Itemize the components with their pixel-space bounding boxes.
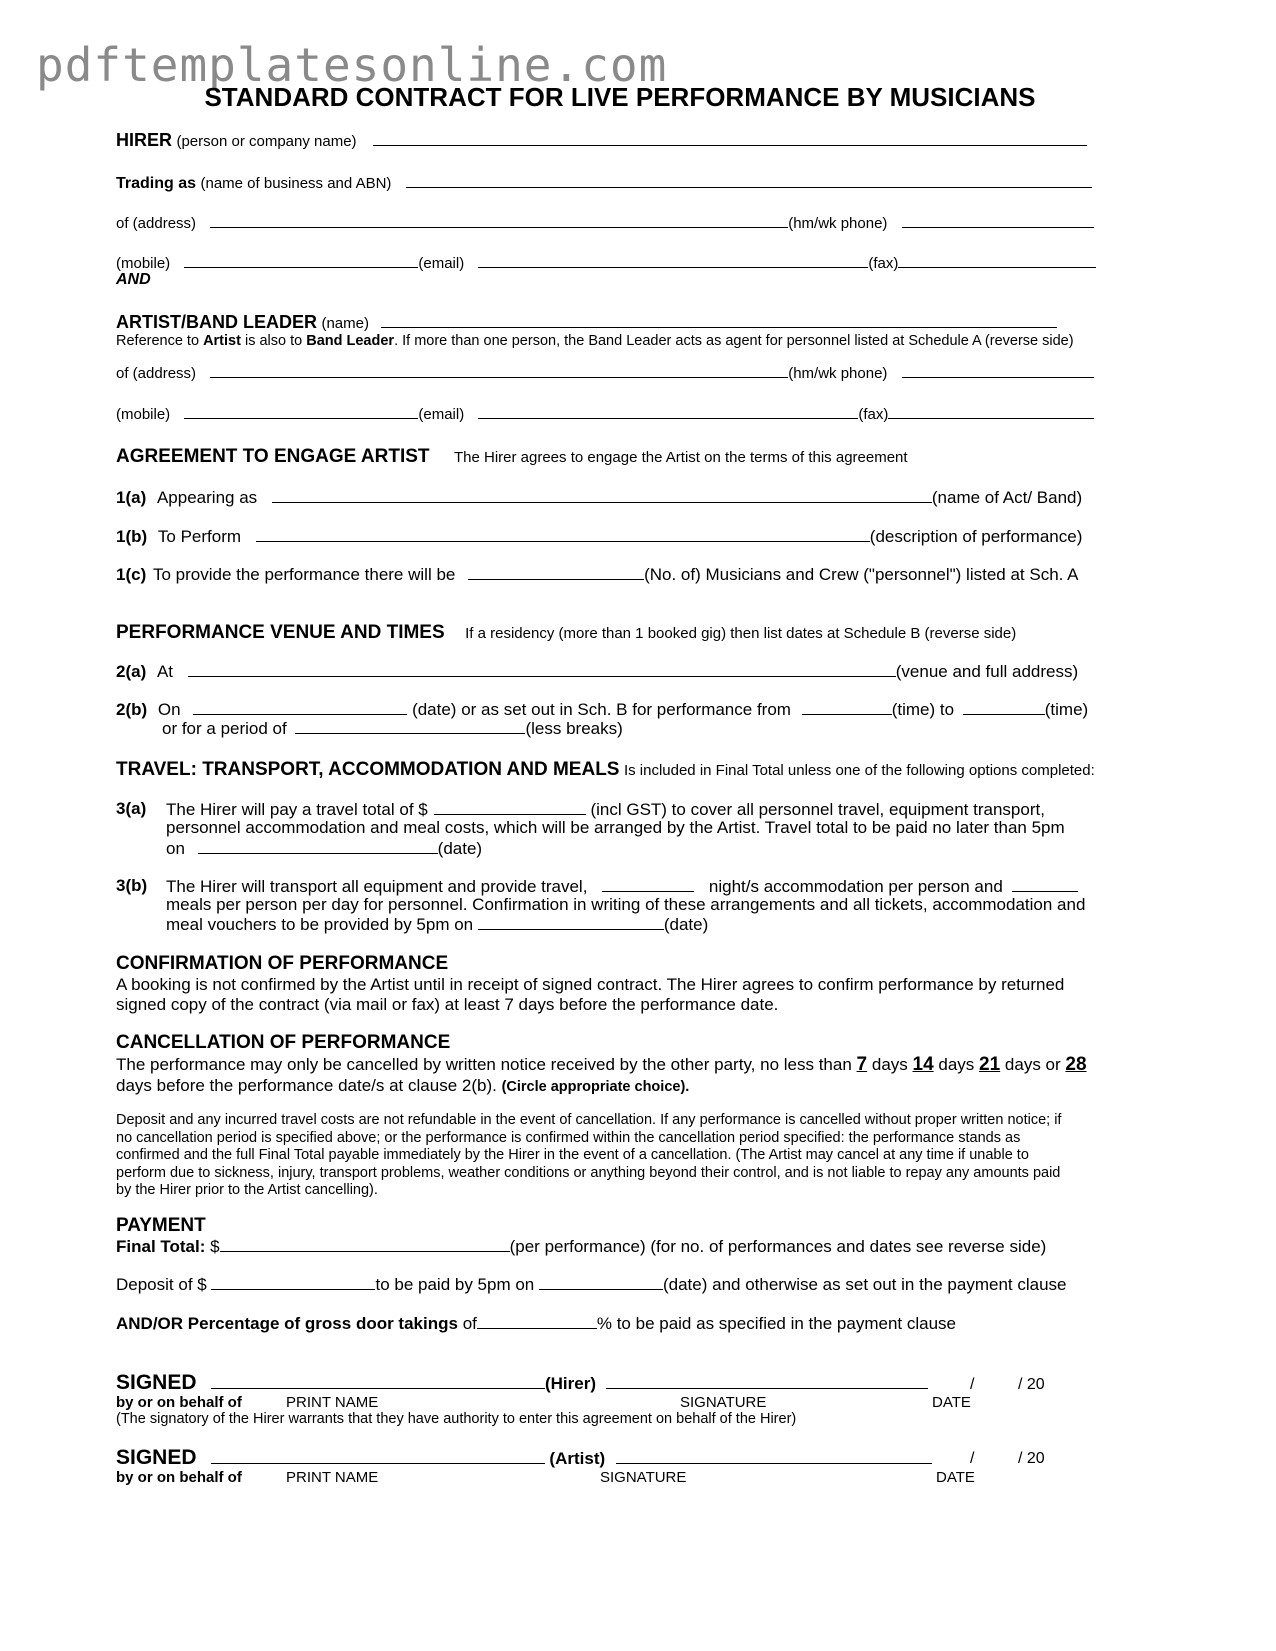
hirer-trading-row [116, 172, 1092, 193]
clause-2a-num: 2(a) [116, 662, 147, 681]
clause-3a-line3 [166, 838, 482, 859]
cancellation-heading: CANCELLATION OF PERFORMANCE [116, 1032, 451, 1053]
meals-field[interactable] [1012, 876, 1078, 892]
act-name-field[interactable] [272, 487, 932, 503]
payment-heading: PAYMENT [116, 1215, 206, 1236]
travel-note: Is included in Final Total unless one of the following options completed: [623, 762, 1095, 779]
nights-field[interactable] [602, 876, 694, 892]
venue-heading: PERFORMANCE VENUE AND TIMES [116, 622, 445, 643]
clause-1b-suffix: (description of performance) [869, 527, 1083, 546]
clause-2b-time1: (time) to [891, 700, 955, 719]
artist-label: ARTIST/BAND LEADER [116, 312, 317, 332]
venue-note: If a residency (more than 1 booked gig) then list dates at Schedule B (reverse side) [465, 625, 1017, 642]
percentage-field[interactable] [477, 1313, 597, 1329]
artist-behalf-label: by or on behalf of [116, 1469, 242, 1486]
artist-address-label: of (address) [116, 365, 197, 382]
hirer-email-field[interactable] [478, 252, 868, 268]
hirer-date-year: / 20 [1018, 1376, 1045, 1393]
end-time-field[interactable] [963, 699, 1045, 715]
confirmation-heading: CONFIRMATION OF PERFORMANCE [116, 953, 449, 974]
hirer-date-caption: DATE [932, 1394, 971, 1411]
clause-2b-time2: (time) [1044, 700, 1089, 719]
artist-phone-field[interactable] [902, 362, 1094, 378]
engage-heading: AGREEMENT TO ENGAGE ARTIST [116, 446, 430, 467]
hirer-fax-field[interactable] [898, 252, 1096, 268]
travel-heading: TRAVEL: TRANSPORT, ACCOMMODATION AND MEALS [116, 759, 620, 780]
contract-title: STANDARD CONTRACT FOR LIVE PERFORMANCE BY MUSICIANS [204, 82, 1036, 112]
ref-artist: Artist [203, 333, 241, 349]
artist-mobile-label: (mobile) [116, 406, 171, 423]
percentage-post: % to be paid as specified in the payment clause [596, 1314, 956, 1333]
cancellation-l2-text: days before the performance date/s at clause 2(b). [116, 1076, 497, 1095]
cancellation-line2 [116, 1076, 689, 1096]
hirer-signature-field[interactable] [606, 1373, 928, 1389]
clause-2b-date-text: (date) or as set out in Sch. B for performance from [412, 700, 791, 719]
clause-2b-label: On [157, 700, 181, 719]
percentage-row [116, 1313, 956, 1334]
artist-date-year: / 20 [1018, 1450, 1045, 1467]
clause-2b-period-label: or for a period of [162, 719, 287, 738]
hirer-name-field[interactable] [373, 130, 1087, 146]
cancel-option-14[interactable]: 14 [912, 1054, 934, 1075]
travel-due-date-field[interactable] [198, 838, 438, 854]
clause-1a-label: Appearing as [156, 488, 258, 507]
hirer-mobile-field[interactable] [184, 252, 418, 268]
watermark: pdftemplatesonline.com [36, 38, 668, 92]
clause-3b-num: 3(b) [116, 876, 148, 895]
engage-note: The Hirer agrees to engage the Artist on the terms of this agreement [453, 449, 908, 466]
ref-prefix: Reference to [116, 333, 204, 349]
final-total-label: Final Total: [116, 1237, 206, 1256]
hirer-mobile-label: (mobile) [116, 255, 171, 272]
cancellation-l1-text: The performance may only be cancelled by written notice received by the other party, no less than [116, 1055, 852, 1074]
deposit-mid: to be paid by 5pm on [375, 1275, 535, 1294]
artist-contact-row [116, 403, 1094, 423]
hirer-signature-caption: SIGNATURE [680, 1394, 767, 1411]
hirer-signature-row [116, 1371, 928, 1395]
artist-print-name-caption: PRINT NAME [286, 1469, 379, 1486]
final-total-row [116, 1236, 1046, 1257]
clause-3b-line2: meals per person per day for personnel. Confirmation in writing of these arrangements and all tickets, accommodation and [166, 895, 1086, 914]
clause-3b-pre: The Hirer will transport all equipment and provide travel, [166, 877, 588, 896]
venue-heading-row [116, 622, 1016, 644]
engage-heading-row [116, 446, 908, 468]
final-total-dollar: $ [210, 1237, 220, 1256]
clause-3b-line1 [166, 876, 1078, 897]
clause-3b-mid: night/s accommodation per person and [708, 877, 1003, 896]
ref-leader: Band Leader [306, 333, 395, 349]
clause-3b-l3-post: (date) [663, 915, 709, 934]
clause-3a-line2: personnel accommodation and meal costs, which will be arranged by the Artist. Travel total to be paid no later than 5pm [166, 818, 1065, 837]
clause-3b-line3 [166, 914, 708, 935]
percentage-of: of [462, 1314, 477, 1333]
clause-1b [116, 526, 1082, 547]
hirer-date-slash: / [970, 1376, 975, 1393]
deposit-label: Deposit of $ [116, 1275, 207, 1294]
ref-suffix: . If more than one person, the Band Leader acts as agent for personnel listed at Schedule A (reverse side) [394, 333, 1074, 349]
clause-1a-suffix: (name of Act/ Band) [931, 488, 1083, 507]
artist-print-name-field[interactable] [211, 1448, 545, 1464]
clause-2a-suffix: (venue and full address) [895, 662, 1079, 681]
and-label: AND [116, 271, 151, 288]
artist-signed-label: SIGNED [116, 1446, 197, 1469]
hirer-print-name-field[interactable] [211, 1373, 545, 1389]
clause-2a [116, 661, 1078, 682]
artist-signature-field[interactable] [616, 1448, 932, 1464]
hirer-email-label: (email) [418, 255, 465, 272]
deposit-date-field[interactable] [539, 1274, 663, 1290]
cancel-option-28[interactable]: 28 [1065, 1054, 1087, 1075]
artist-signature-caption: SIGNATURE [600, 1469, 687, 1486]
hirer-phone-field[interactable] [902, 212, 1094, 228]
deposit-row [116, 1274, 1067, 1295]
clause-2b-breaks: (less breaks) [525, 719, 623, 738]
hirer-print-name-caption: PRINT NAME [286, 1394, 379, 1411]
final-total-field[interactable] [220, 1236, 510, 1252]
start-time-field[interactable] [802, 699, 892, 715]
clause-1c-num: 1(c) [116, 565, 147, 584]
artist-name-field[interactable] [381, 312, 1057, 328]
hirer-address-row [116, 212, 1094, 232]
clause-2b [116, 699, 1088, 720]
clause-1b-num: 1(b) [116, 527, 148, 546]
cancellation-line1 [116, 1054, 1087, 1076]
cancel-days-3: days or [1004, 1055, 1061, 1074]
hirer-fax-label: (fax) [868, 255, 899, 272]
circle-choice-note: (Circle appropriate choice). [501, 1079, 690, 1095]
cancellation-fine-print: Deposit and any incurred travel costs are not refundable in the event of cancellation. If any performance is cancelled without proper written notice; if no cancellation period is specified above; or the performance is confirmed within the cancellation period specified: the performance stands as confirmed and the full Final Total payable immediately by the Hirer in the event of a cancellation. (The Artist may cancel at any time if unable to perform due to sickness, injury, transport problems, weather conditions or anything beyond their control, and is not liable to repay any amounts paid by the Hirer prior to the Artist cancelling). [116, 1112, 1062, 1198]
deposit-field[interactable] [211, 1274, 375, 1290]
performance-date-field[interactable] [193, 699, 407, 715]
artist-email-label: (email) [418, 406, 465, 423]
clause-3a-on: on [166, 839, 185, 858]
cancel-days-1: days [871, 1055, 908, 1074]
clause-3a-date: (date) [437, 839, 483, 858]
hirer-contact-row [116, 252, 1096, 272]
clause-2a-label: At [156, 662, 174, 681]
clause-3b-l3-pre: meal vouchers to be provided by 5pm on [166, 915, 474, 934]
hirer-behalf-label: by or on behalf of [116, 1394, 242, 1411]
hirer-label: HIRER [116, 130, 173, 150]
final-total-post: (per performance) (for no. of performances and dates see reverse side) [509, 1237, 1047, 1256]
travel-heading-row [116, 759, 1095, 781]
hirer-phone-label: (hm/wk phone) [788, 215, 888, 232]
confirmation-text: A booking is not confirmed by the Artist until in receipt of signed contract. The Hirer agrees to confirm performance by returned signed copy of the contract (via mail or fax) at least 7 days before the performance date. [116, 975, 1065, 1014]
travel-total-field[interactable] [434, 799, 586, 815]
artist-address-field[interactable] [210, 362, 788, 378]
personnel-count-field[interactable] [468, 564, 644, 580]
artist-email-field[interactable] [478, 403, 858, 419]
artist-date-slash: / [970, 1450, 975, 1467]
hirer-trading-field[interactable] [406, 172, 1092, 188]
venue-field[interactable] [188, 661, 896, 677]
artist-signature-row [116, 1446, 932, 1470]
artist-name-row [116, 312, 1057, 333]
clause-2b-num: 2(b) [116, 700, 148, 719]
percentage-label: AND/OR Percentage of gross door takings [116, 1314, 458, 1333]
deposit-post: (date) and otherwise as set out in the payment clause [662, 1275, 1067, 1294]
cancel-days-2: days [938, 1055, 975, 1074]
artist-phone-label: (hm/wk phone) [788, 365, 888, 382]
artist-label-note: (name) [321, 315, 369, 332]
artist-reference-note [116, 333, 1074, 349]
cancel-option-21[interactable]: 21 [979, 1054, 1001, 1075]
performance-description-field[interactable] [256, 526, 870, 542]
period-field[interactable] [295, 718, 525, 734]
clause-1a-num: 1(a) [116, 488, 147, 507]
artist-role-label: (Artist) [549, 1449, 606, 1468]
clause-1c [116, 564, 1079, 585]
trading-label: Trading as [116, 175, 197, 192]
clause-3a-num: 3(a) [116, 799, 147, 818]
artist-date-caption: DATE [936, 1469, 975, 1486]
hirer-label-note: (person or company name) [176, 133, 357, 150]
clause-2b-period [162, 718, 623, 739]
clause-3a-line1 [166, 799, 1045, 820]
clause-3a-post: (incl GST) to cover all personnel travel, equipment transport, [590, 800, 1045, 819]
ref-mid: is also to [240, 333, 307, 349]
clause-1c-suffix: (No. of) Musicians and Crew ("personnel") listed at Sch. A [644, 565, 1079, 584]
artist-fax-field[interactable] [888, 403, 1094, 419]
clause-1b-label: To Perform [157, 527, 242, 546]
artist-address-row [116, 362, 1094, 382]
hirer-role-label: (Hirer) [544, 1374, 596, 1393]
clause-3a-pre: The Hirer will pay a travel total of $ [166, 800, 428, 819]
artist-mobile-field[interactable] [184, 403, 418, 419]
cancel-option-7[interactable]: 7 [856, 1054, 868, 1075]
hirer-address-label: of (address) [116, 215, 197, 232]
hirer-address-field[interactable] [210, 212, 788, 228]
trading-note: (name of business and ABN) [200, 175, 392, 192]
hirer-name-row [116, 130, 1087, 151]
hirer-signed-label: SIGNED [116, 1371, 197, 1394]
confirmation-date-field[interactable] [478, 914, 664, 930]
clause-1a [116, 487, 1082, 508]
hirer-warrant-note: (The signatory of the Hirer warrants that they have authority to enter this agreement on behalf of the Hirer) [116, 1411, 797, 1427]
artist-fax-label: (fax) [858, 406, 889, 423]
clause-1c-label: To provide the performance there will be [152, 565, 456, 584]
